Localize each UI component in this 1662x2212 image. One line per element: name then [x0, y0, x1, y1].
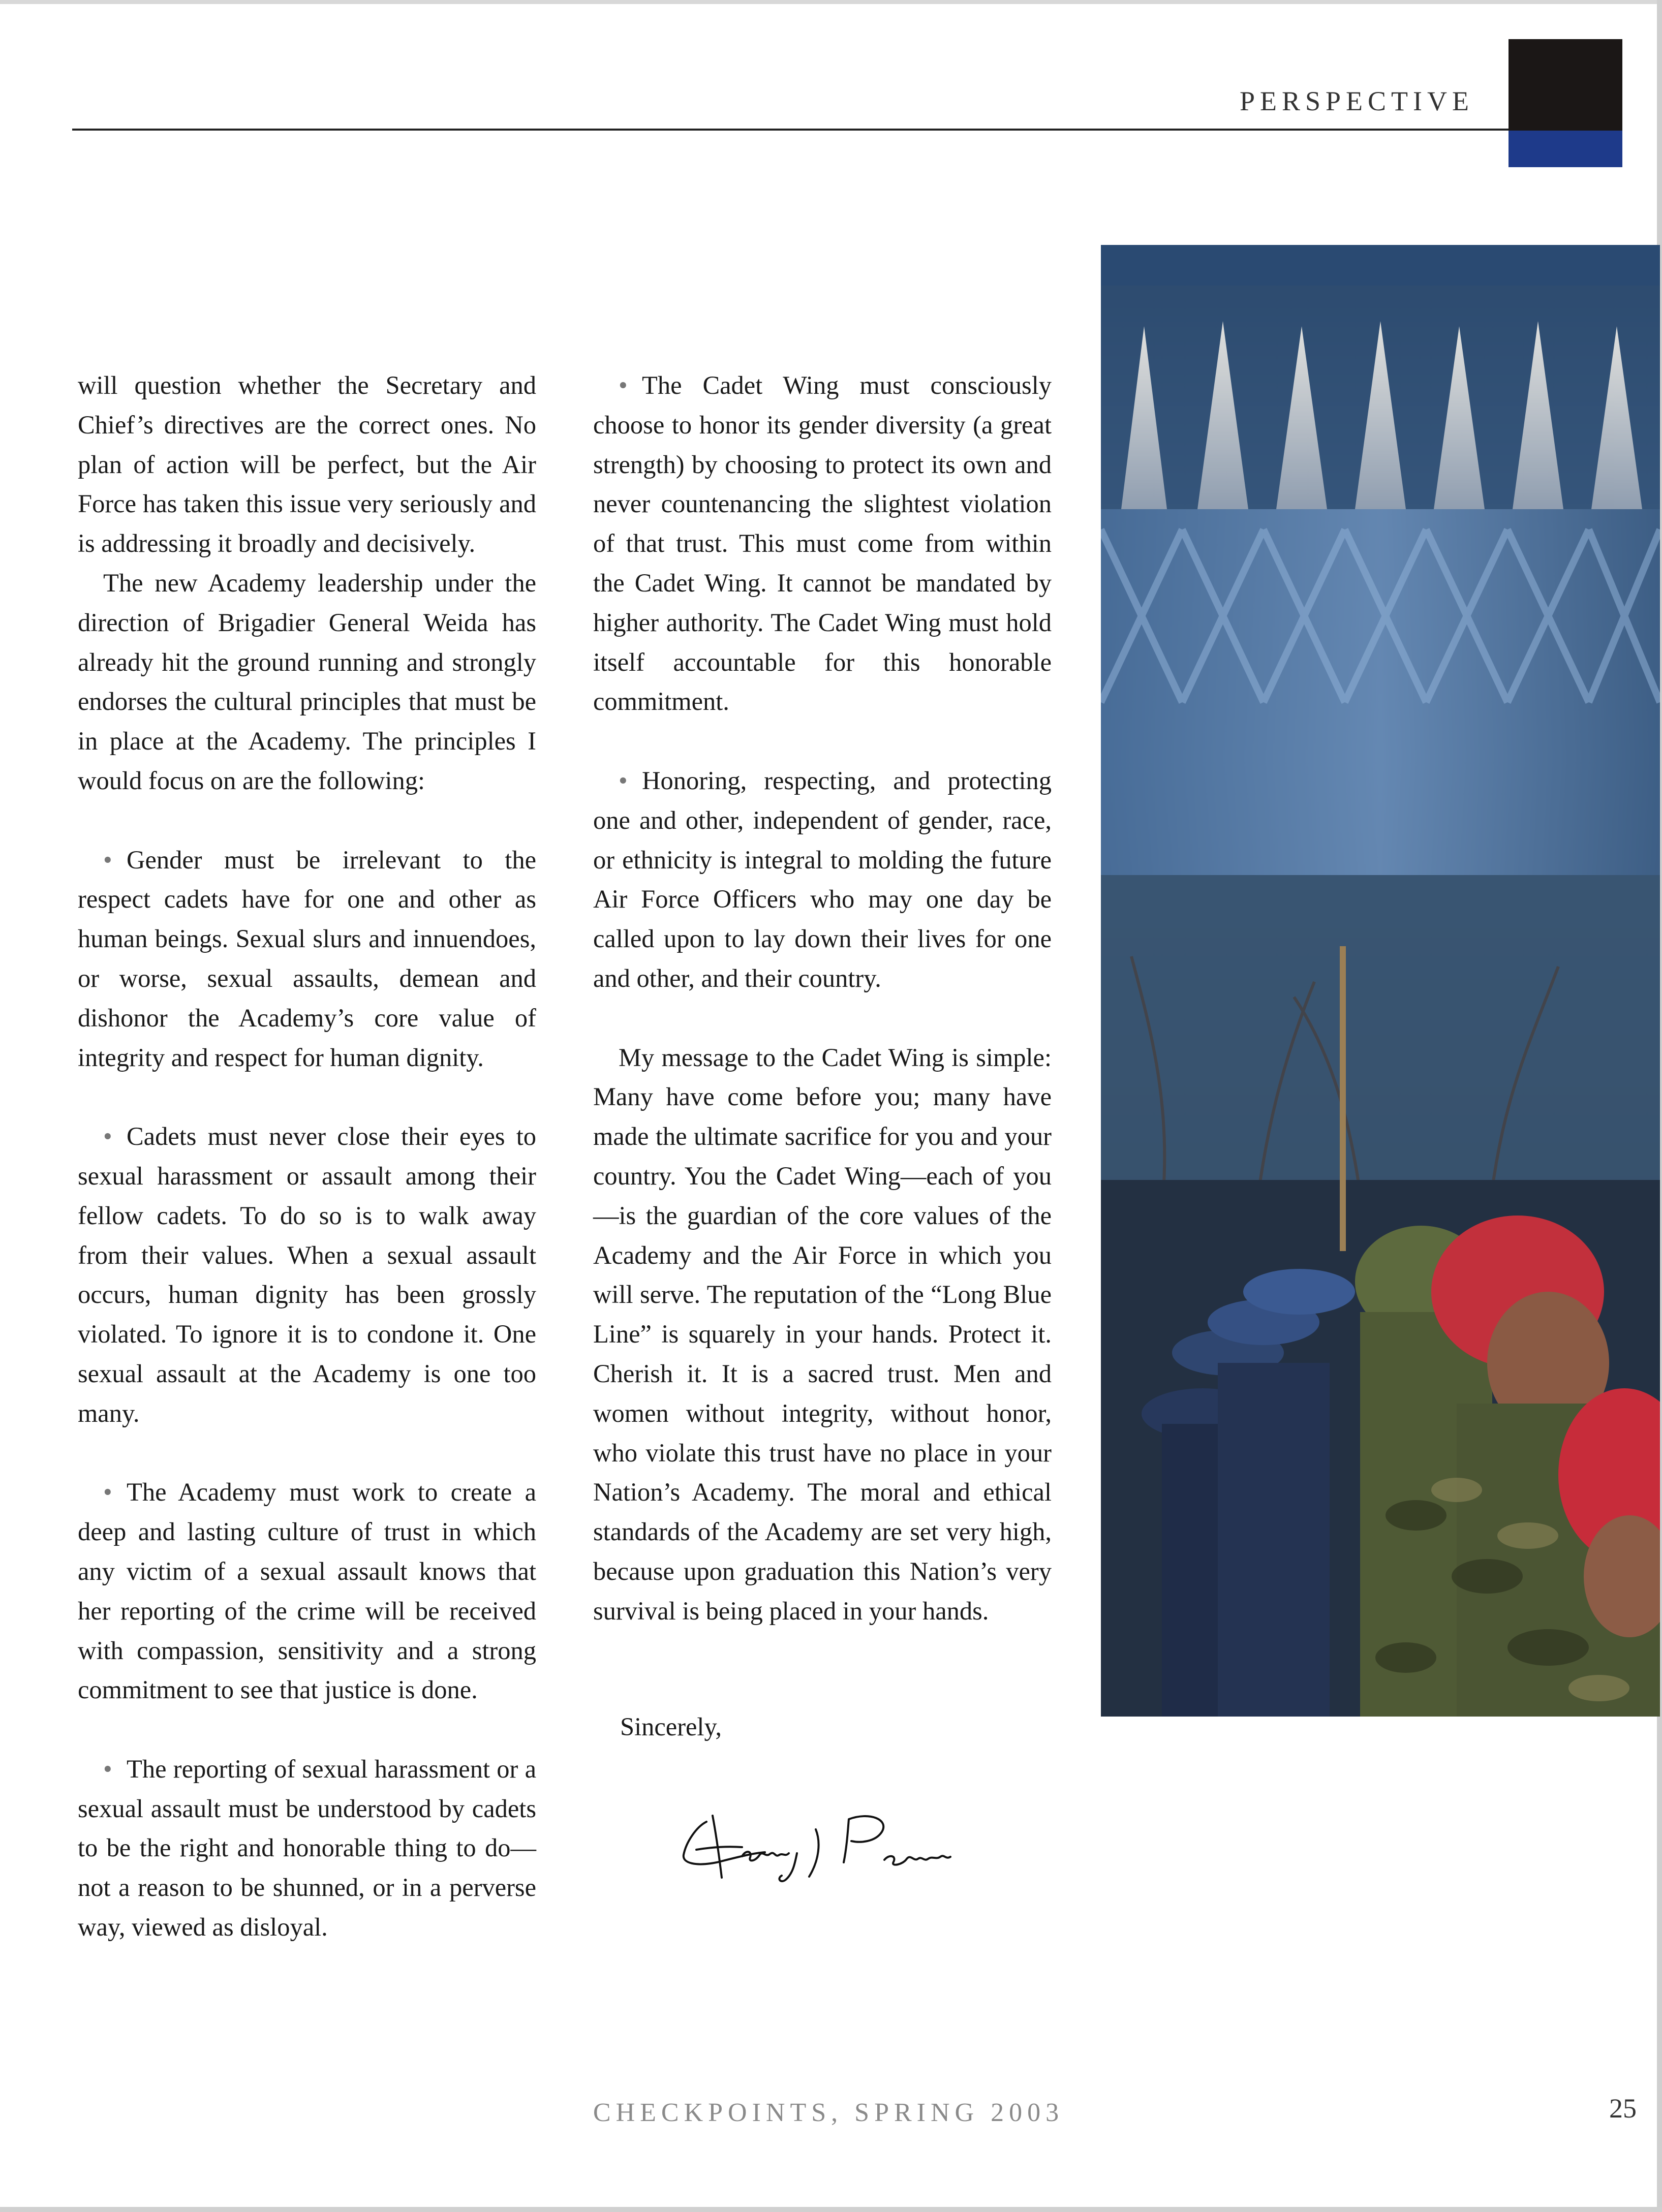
- bullet-item: [593, 366, 1052, 722]
- bullet-icon: •: [103, 845, 112, 874]
- cadet-formation-photo: [1101, 245, 1660, 1717]
- left-text-column: [78, 366, 536, 1947]
- bullet-item: [78, 1117, 536, 1433]
- section-label: PERSPECTIVE: [1239, 86, 1474, 116]
- bullet-item: [593, 761, 1052, 999]
- bullet-item: [78, 1473, 536, 1710]
- page-number: 25: [1609, 2093, 1637, 2124]
- page-edge-top: [0, 0, 1662, 4]
- bullet-icon: •: [619, 766, 628, 795]
- bullet-text: Honoring, respecting, and protecting one and other, independent of gender, race, or ethnicity is integral to molding the future Air Force Officers who may one day be called upon to lay down their lives for one and other, and their country.: [593, 766, 1052, 992]
- publication-footer: CHECKPOINTS, SPRING 2003: [593, 2098, 1064, 2127]
- bullet-item: [78, 840, 536, 1078]
- bullet-icon: •: [103, 1122, 112, 1151]
- bullet-icon: •: [619, 371, 628, 399]
- body-paragraph: The new Academy leadership under the direction of Brigadier General Weida has already hit the ground running and strongly endorses the cultural principles that must be in place at the Academy. The principles I would focus on are the following:: [78, 568, 536, 795]
- bullet-text: The Cadet Wing must consciously choose to honor its gender diversity (a great strength) by choosing to protect its own and never countenancing the slightest violation of that trust. This must come from within the Cadet Wing. It cannot be mandated by higher authority. The Cadet Wing must hold itself accountable for this honorable commitment.: [593, 371, 1052, 716]
- bullet-text: Gender must be irrelevant to the respect cadets have for one and other as human beings. Sexual slurs and innuendoes, or worse, sexual assaults, demean and dishonor the Academy’s core value of integrity and respect for human dignity.: [78, 845, 536, 1072]
- bullet-text: The reporting of sexual harassment or a sexual assault must be understood by cadets to be the right and honorable thing to do—not a reason to be shunned, or in a perverse way, viewed as disloyal.: [78, 1754, 536, 1942]
- message-paragraph: My message to the Cadet Wing is simple: Many have come before you; many have made the ultimate sacrifice for you and your country. You the Cadet Wing—each of you—is the guardian of the core values of the Academy and the Air Force in which you will serve. The reputation of the “Long Blue Line” is squarely in your hands. Protect it. Cherish it. It is a sacred trust. Men and women without integrity, without honor, who violate this trust have no place in your Nation’s Academy. The moral and ethical standards of the Academy are set very high, because upon graduation this Nation’s very survival is being placed in your hands.: [593, 1043, 1052, 1625]
- bullet-item: [78, 1750, 536, 1947]
- bullet-icon: •: [103, 1754, 112, 1783]
- page-edge-bottom: [0, 2207, 1662, 2212]
- signature-image: [676, 1806, 1011, 1883]
- body-paragraph: will question whether the Secretary and Chief’s directives are the correct ones. No plan of action will be perfect, but the Air Force has taken this issue very seriously and is addressing it broadly and decisively.: [78, 371, 536, 558]
- middle-text-column: [593, 366, 1052, 1631]
- header-accent-black-block: [1509, 39, 1622, 131]
- bullet-icon: •: [103, 1478, 112, 1507]
- header-accent-blue-block: [1509, 131, 1622, 167]
- header-rule: [72, 129, 1526, 131]
- bullet-text: The Academy must work to create a deep and lasting culture of trust in which any victim of a sexual assault knows that her reporting of the crime will be received with compassion, sensitivity and a strong commitment to see that justice is done.: [78, 1478, 536, 1704]
- closing-salutation: Sincerely,: [620, 1712, 722, 1741]
- bullet-text: Cadets must never close their eyes to sexual harassment or assault among their fellow cadets. To do so is to walk away from their values. When a sexual assault occurs, human dignity has been grossly violated. To ignore it is to condone it. One sexual assault at the Academy is one too many.: [78, 1122, 536, 1427]
